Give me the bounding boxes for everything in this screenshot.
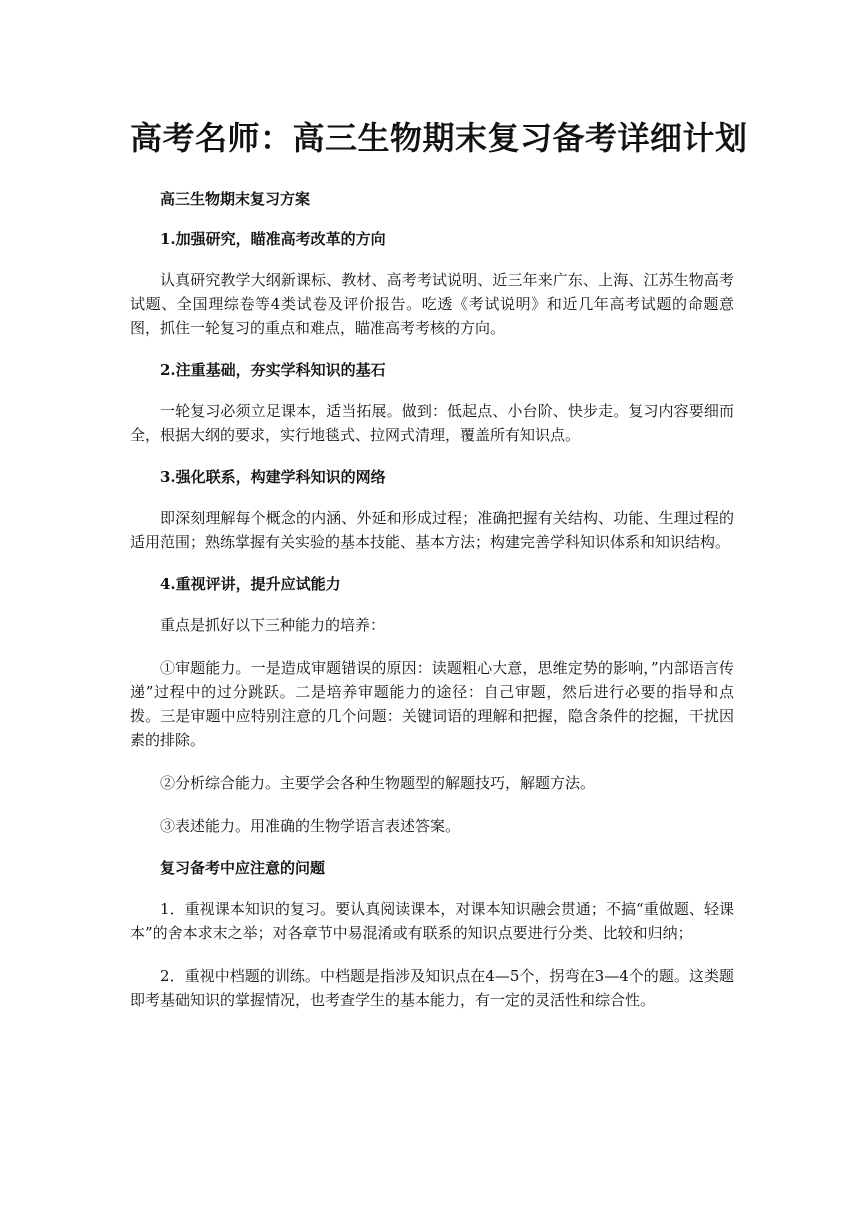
section-heading: 高三生物期末复习方案 — [160, 190, 311, 208]
section-heading: 复习备考中应注意的问题 — [160, 859, 326, 877]
section-heading: 4.重视评讲，提升应试能力 — [160, 575, 341, 593]
section-heading: 3.强化联系，构建学科知识的网络 — [160, 468, 386, 486]
body-paragraph: 认真研究教学大纲新课标、教材、高考考试说明、近三年来广东、上海、江苏生物高考试题、全国理综卷等4类试卷及评价报告。吃透《考试说明》和近几年高考试题的命题意图，抓住一轮复习的重点和难点，瞄准高考考核的方向。 — [130, 271, 734, 337]
body-paragraph: 即深刻理解每个概念的内涵、外延和形成过程；准确把握有关结构、功能、生理过程的适用范围；熟练掌握有关实验的基本技能、基本方法；构建完善学科知识体系和知识结构。 — [130, 509, 734, 551]
body-paragraph: 一轮复习必须立足课本，适当拓展。做到：低起点、小台阶、快步走。复习内容要细而全，根据大纲的要求，实行地毯式、拉网式清理，覆盖所有知识点。 — [130, 402, 734, 444]
body-paragraph: ③表述能力。用准确的生物学语言表述答案。 — [160, 817, 461, 835]
body-paragraph: 1．重视课本知识的复习。要认真阅读课本，对课本知识融会贯通；不搞“重做题、轻课本”的舍本求末之举；对各章节中易混淆或有联系的知识点要进行分类、比较和归纳； — [130, 900, 734, 942]
section-heading: 2.注重基础，夯实学科知识的基石 — [160, 361, 386, 379]
section-heading: 1.加强研究，瞄准高考改革的方向 — [160, 230, 386, 248]
body-paragraph: 2．重视中档题的训练。中档题是指涉及知识点在4—5个，拐弯在3—4个的题。这类题即考基础知识的掌握情况，也考查学生的基本能力，有一定的灵活性和综合性。 — [130, 967, 734, 1009]
document-title: 高考名师：高三生物期末复习备考详细计划 — [130, 119, 748, 157]
body-paragraph: 重点是抓好以下三种能力的培养： — [160, 616, 386, 634]
body-paragraph: ①审题能力。一是造成审题错误的原因：读题粗心大意，思维定势的影响，”内部语言传递”过程中的过分跳跃。二是培养审题能力的途径：自己审题，然后进行必要的指导和点拨。三是审题中应特别注意的几个问题：关键词语的理解和把握，隐含条件的挖掘，干扰因素的排除。 — [130, 659, 734, 749]
body-paragraph: ②分析综合能力。主要学会各种生物题型的解题技巧，解题方法。 — [160, 774, 596, 792]
